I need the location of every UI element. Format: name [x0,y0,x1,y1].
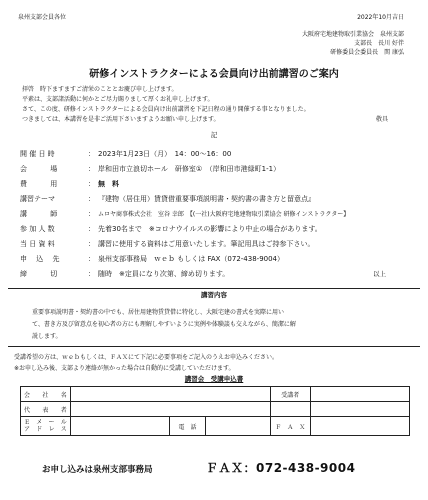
content-line-2: て、書き方及び留意点を初心者の方にも理解しやすいように実例や体験談も交えながら、簡潔に解 [32,321,296,328]
detail-row-lecturer: 講 師 ： ムロヤ商事株式会社 室谷 幸郎 【(一社)大阪府宅地建物取引業協会 研修インストラクター】 [20,208,420,221]
detail-label: 開 催 日 時 [20,150,55,158]
detail-value: 先着30名まで ※コロナウイルスの影響により中止の場合があります。 [98,225,322,233]
detail-value: 泉州支部事務局 ｗｅｂ もしくは FAX（072-438-9004） [98,255,285,263]
detail-row-deadline: 締 切 ： 随時 ※定員になり次第、締め切ります。 [20,268,420,281]
phone-label: 電 話 [169,417,205,436]
detail-value: 随時 ※定員になり次第、締め切ります。 [98,270,230,278]
detail-row-materials: 当 日 資 料 ： 講習に使用する資料はご用意いたします。筆記用具はご持参下さい。 [20,238,420,251]
detail-row-theme: 講習テーマ ： 『建物（居住用）賃貸借重要事項説明書・契約書の書き方と留意点』 [20,193,420,206]
footer-label: お申し込みは泉州支部事務局 [42,465,153,475]
ki-marker: 記 [210,131,218,139]
fax-label: Ｆ Ａ Ｘ [270,417,310,436]
email-label: Ｅメール アドレス [21,417,71,436]
detail-value: 講習に使用する資料はご用意いたします。筆記用具はご持参下さい。 [98,240,315,248]
fax-field[interactable] [310,417,409,436]
detail-value: 岸和田市立浪切ホール 研修室① （岸和田市港緑町1-1） [98,165,281,173]
detail-label: 会 場 [20,165,58,173]
detail-row-apply-to: 申 込 先 ： 泉州支部事務局 ｗｅｂ もしくは FAX（072-438-9004） [20,253,420,266]
detail-value: 2023年1月23日（月） 14：00～16：00 [98,150,232,158]
content-line-3: 説します。 [32,333,62,340]
intro-line-4: つきましては、本講習を是非ご活用下さいますようお願い申し上げます。 [22,116,220,123]
branch-head: 支部長 長川 好伴 [354,40,404,47]
divider [8,288,420,289]
page-title: 研修インストラクターによる会員向け出前講習のご案内 [89,69,339,80]
intro-line-1: 拝啓 時下ますますご清栄のこととお慶び申し上げます。 [22,86,178,93]
application-form [20,386,410,436]
detail-label: 参 加 人 数 [20,225,55,233]
company-name-field[interactable] [70,387,270,402]
phone-field[interactable] [206,417,271,436]
detail-value: ムロヤ商事株式会社 室谷 幸郎 【(一社)大阪府宅地建物取引業協会 研修インストラクター】 [98,211,350,218]
issue-date: 2022年10月吉日 [357,14,404,21]
footer-fax-number: ＦＡＸ：072-438-9004 [206,461,356,475]
recipient: 泉州支部会員各位 [18,14,67,21]
detail-value: 無 料 [98,180,119,188]
attendee-field-2-label [270,402,310,417]
detail-row-venue: 会 場 ： 岸和田市立浪切ホール 研修室① （岸和田市港緑町1-1） [20,163,420,176]
detail-label: 講 師 [20,210,58,218]
representative-label: 代表者 [21,402,71,417]
detail-value: 『建物（居住用）賃貸借重要事項説明書・契約書の書き方と留意点』 [98,195,315,203]
detail-label: 当 日 資 料 [20,240,55,248]
divider [8,346,420,347]
email-field[interactable] [70,417,169,436]
content-heading: 講習内容 [201,291,227,299]
intro-line-2: 平素は、支部諸活動に何かとご尽力賜りまして厚くお礼申し上げます。 [22,96,214,103]
company-label: 会 社 名 [21,387,71,402]
notes-line-1: 受講希望の方は、ｗｅｂもしくは、ＦＡＸにて下記に必要事項をご記入のうえお申込みください。 [14,354,279,361]
detail-label: 締 切 [20,270,58,278]
representative-field[interactable] [70,402,270,417]
detail-row-fee: 費 用 ： 無 料 [20,178,420,191]
attendee-label: 受講者 [270,387,310,402]
detail-row-capacity: 参 加 人 数 ： 先着30名まで ※コロナウイルスの影響により中止の場合があります。 [20,223,420,236]
detail-label: 申 込 先 [20,255,60,263]
detail-row-datetime: 開 催 日 時 ： 2023年1月23日（月） 14：00～16：00 [20,148,420,161]
detail-label: 講習テーマ [20,195,55,203]
attendee-field[interactable] [310,387,409,402]
form-title: 講習会 受講申込書 [184,375,244,383]
training-chair: 研修委員会委員長 関 康弘 [330,49,404,56]
content-line-1: 重要事項説明書・契約書の中でも、居住用建物賃貸借に特化し、大阪宅建の書式を実際に用い [32,309,285,316]
organization-name: 大阪府宅地建物取引業協会 泉州支部 [301,31,404,38]
ijou-marker: 以上 [373,270,386,278]
attendee-field-2[interactable] [310,402,409,417]
notes-line-2: ※お申し込み後、支部より連絡が無かった場合は自動的に受講していただけます。 [14,365,235,372]
intro-line-3: さて、この度、研修インストラクターによる会員向け出前講習を下記日程の通り開催する事となりました。 [22,106,310,113]
detail-label: 費 用 [20,180,58,188]
intro-closing: 敬具 [375,116,388,123]
